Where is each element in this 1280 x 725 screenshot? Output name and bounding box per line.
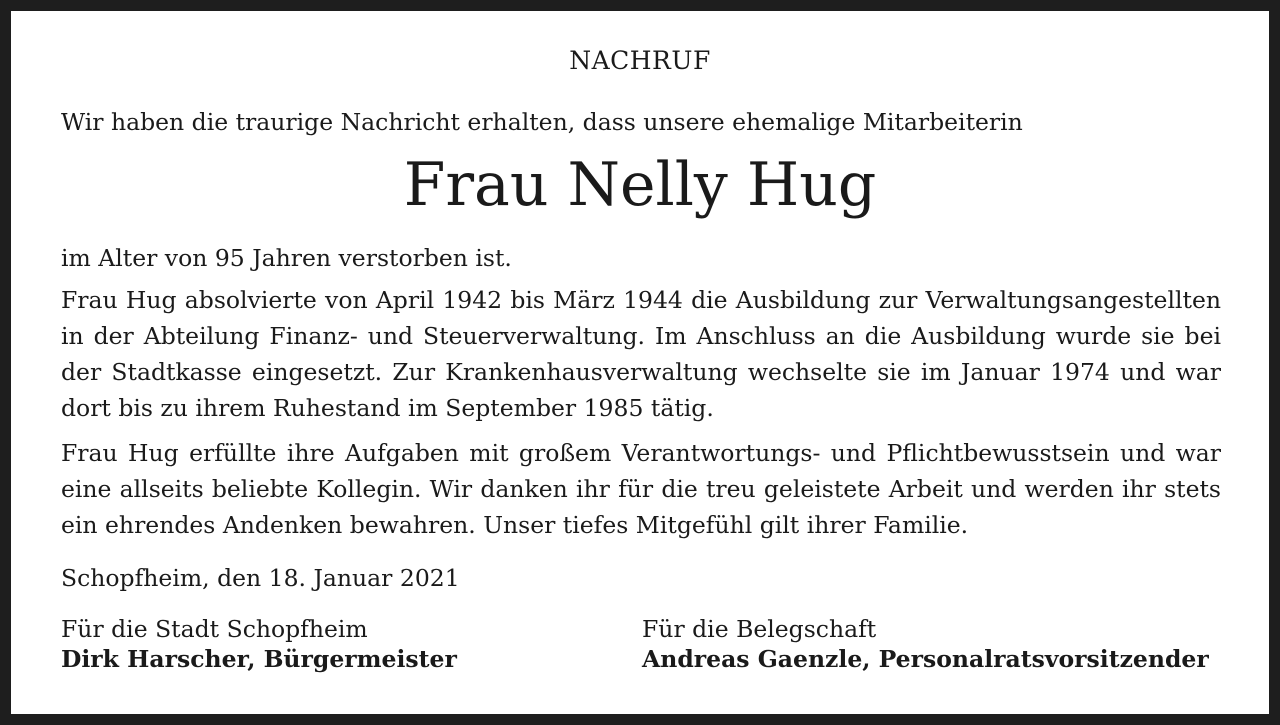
signature-block-staff — [642, 614, 1209, 674]
paragraph-line: Frau Hug absolvierte von April 1942 bis März 1944 die Ausbildung zur Verwaltungsangestellten — [61, 286, 1221, 314]
intro-line: Wir haben die traurige Nachricht erhalten, dass unsere ehemalige Mitarbeiterin — [61, 108, 1023, 136]
paragraph-tribute — [61, 435, 1221, 543]
signer-name: Andreas Gaenzle, Personalratsvorsitzender — [642, 645, 1209, 673]
paragraph-line: in der Abteilung Finanz- und Steuerverwaltung. Im Anschluss an die Ausbildung wurde sie bei — [61, 322, 1221, 350]
deceased-name: Frau Nelly Hug — [403, 150, 877, 220]
paragraph-line: dort bis zu ihrem Ruhestand im September 1985 tätig. — [61, 394, 714, 422]
on-behalf-label: Für die Belegschaft — [642, 615, 877, 643]
on-behalf-label: Für die Stadt Schopfheim — [61, 615, 368, 643]
paragraph-line: eine allseits beliebte Kollegin. Wir danken ihr für die treu geleistete Arbeit und werden ihr stets — [61, 475, 1221, 503]
paragraph-line: der Stadtkasse eingesetzt. Zur Krankenhausverwaltung wechselte sie im Januar 1974 und war — [61, 358, 1221, 386]
signature-block-city — [61, 614, 457, 674]
place-date: Schopfheim, den 18. Januar 2021 — [61, 564, 460, 592]
signer-name: Dirk Harscher, Bürgermeister — [61, 645, 457, 673]
age-line: im Alter von 95 Jahren verstorben ist. — [61, 244, 512, 272]
paragraph-career — [61, 282, 1221, 426]
notice-heading: NACHRUF — [569, 46, 711, 75]
paragraph-line: Frau Hug erfüllte ihre Aufgaben mit großem Verantwortungs- und Pflichtbewusstsein und war — [61, 439, 1221, 467]
paragraph-line: ein ehrendes Andenken bewahren. Unser tiefes Mitgefühl gilt ihrer Familie. — [61, 511, 969, 539]
